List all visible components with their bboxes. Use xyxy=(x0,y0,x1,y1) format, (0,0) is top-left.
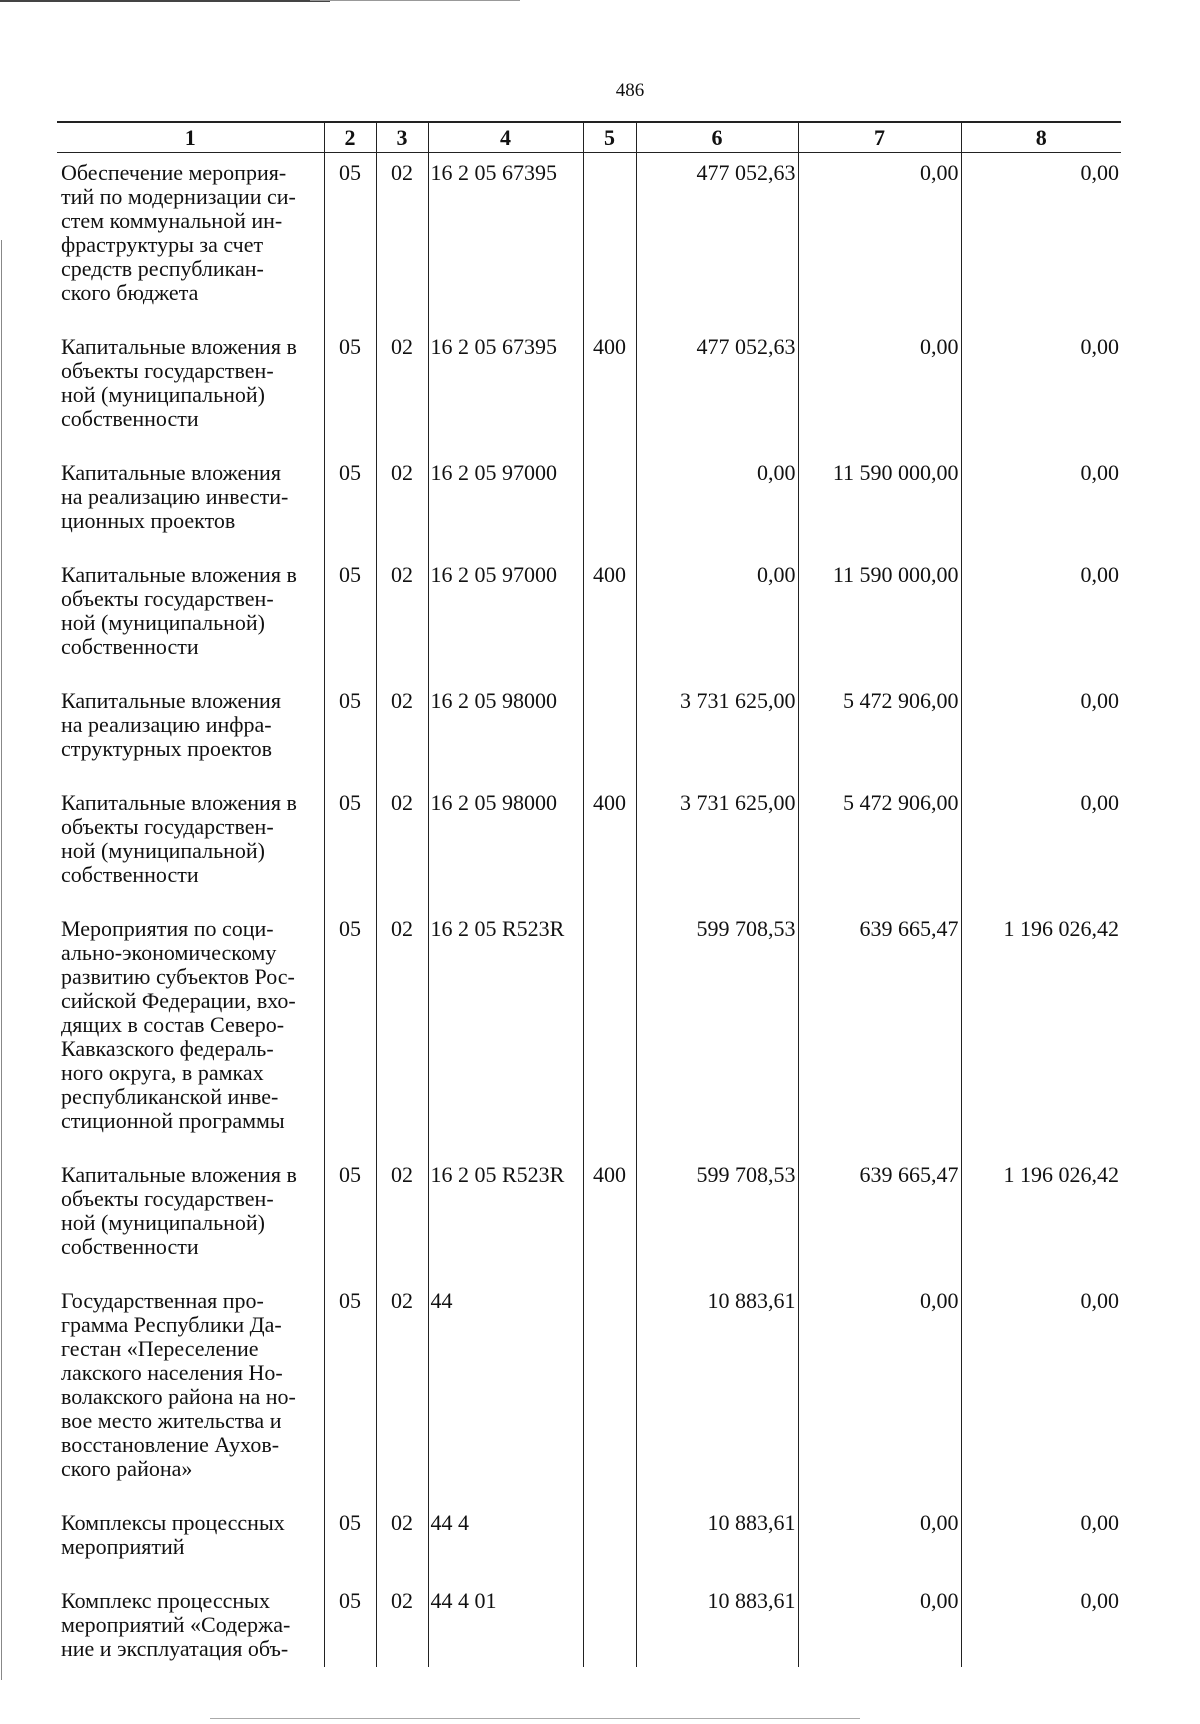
cell-amount-col8: 0,00 xyxy=(961,1503,1121,1581)
cell-amount-col7: 11 590 000,00 xyxy=(798,453,961,555)
cell-amount-col6: 10 883,61 xyxy=(636,1581,798,1667)
cell-amount-col8: 0,00 xyxy=(961,681,1121,783)
cell-amount-col6: 477 052,63 xyxy=(636,327,798,453)
cell-name xyxy=(57,681,324,783)
cell-target-code: 16 2 05 98000 xyxy=(428,681,583,783)
cell-amount-col7: 0,00 xyxy=(798,1281,961,1503)
cell-target-code: 16 2 05 R523R xyxy=(428,909,583,1155)
table-row xyxy=(57,1581,1121,1667)
cell-subsection: 02 xyxy=(376,153,428,328)
cell-amount-col8: 0,00 xyxy=(961,783,1121,909)
page-number: 486 xyxy=(615,80,645,101)
header-col-6: 6 xyxy=(636,122,798,153)
cell-section: 05 xyxy=(324,453,376,555)
row-name-text: Капитальные вложения в объекты государствен- ной (муниципальной) собственности xyxy=(61,334,297,431)
cell-amount-col8: 1 196 026,42 xyxy=(961,909,1121,1155)
row-name-text: Капитальные вложения в объекты государствен- ной (муниципальной) собственности xyxy=(61,1162,297,1259)
header-col-2: 2 xyxy=(324,122,376,153)
cell-target-code: 16 2 05 67395 xyxy=(428,153,583,328)
cell-section: 05 xyxy=(324,1155,376,1281)
header-col-5: 5 xyxy=(583,122,636,153)
table-row xyxy=(57,1503,1121,1581)
cell-amount-col6: 599 708,53 xyxy=(636,1155,798,1281)
cell-section: 05 xyxy=(324,1281,376,1503)
cell-amount-col8: 0,00 xyxy=(961,327,1121,453)
table-row xyxy=(57,1281,1121,1503)
row-name-text: Капитальные вложения в объекты государствен- ной (муниципальной) собственности xyxy=(61,562,297,659)
cell-expense-type: 400 xyxy=(583,1155,636,1281)
cell-target-code: 16 2 05 98000 xyxy=(428,783,583,909)
cell-target-code: 16 2 05 97000 xyxy=(428,555,583,681)
cell-expense-type xyxy=(583,681,636,783)
table-row xyxy=(57,783,1121,909)
header-col-7: 7 xyxy=(798,122,961,153)
table-row xyxy=(57,555,1121,681)
header-col-8: 8 xyxy=(961,122,1121,153)
cell-amount-col8: 1 196 026,42 xyxy=(961,1155,1121,1281)
cell-subsection: 02 xyxy=(376,1155,428,1281)
header-col-1: 1 xyxy=(57,122,324,153)
cell-section: 05 xyxy=(324,1503,376,1581)
cell-subsection: 02 xyxy=(376,453,428,555)
cell-subsection: 02 xyxy=(376,327,428,453)
cell-expense-type: 400 xyxy=(583,327,636,453)
row-name-text: Комплексы процессных мероприятий xyxy=(61,1510,285,1559)
row-name-text: Мероприятия по соци- ально-экономическому развитию субъектов Рос- сийской Федерации, вхо- дящих в состав Северо- Кавказского федераль- ного округа, в рамках республиканской инве- стиционной программы xyxy=(61,916,296,1133)
row-name-text: Обеспечение мероприя- тий по модернизации си- стем коммунальной ин- фраструктуры за счет средств республикан- ского бюджета xyxy=(61,160,296,305)
cell-target-code: 16 2 05 67395 xyxy=(428,327,583,453)
cell-section: 05 xyxy=(324,783,376,909)
row-name-text: Капитальные вложения на реализацию инфра- структурных проектов xyxy=(61,688,281,761)
cell-amount-col7: 0,00 xyxy=(798,1581,961,1667)
cell-name xyxy=(57,1503,324,1581)
header-col-3: 3 xyxy=(376,122,428,153)
cell-amount-col8: 0,00 xyxy=(961,1281,1121,1503)
cell-target-code: 44 4 01 xyxy=(428,1581,583,1667)
cell-subsection: 02 xyxy=(376,555,428,681)
cell-expense-type xyxy=(583,153,636,328)
cell-amount-col7: 5 472 906,00 xyxy=(798,681,961,783)
scan-edge-bottom xyxy=(210,1718,860,1719)
cell-section: 05 xyxy=(324,909,376,1155)
row-name-text: Капитальные вложения в объекты государствен- ной (муниципальной) собственности xyxy=(61,790,297,887)
budget-table-container xyxy=(57,121,1121,1667)
cell-amount-col6: 3 731 625,00 xyxy=(636,783,798,909)
table-row xyxy=(57,453,1121,555)
table-row xyxy=(57,909,1121,1155)
cell-name xyxy=(57,453,324,555)
cell-amount-col7: 639 665,47 xyxy=(798,909,961,1155)
cell-amount-col7: 11 590 000,00 xyxy=(798,555,961,681)
header-row xyxy=(57,122,1121,153)
header-col-4: 4 xyxy=(428,122,583,153)
cell-amount-col6: 3 731 625,00 xyxy=(636,681,798,783)
cell-amount-col6: 10 883,61 xyxy=(636,1281,798,1503)
table-row xyxy=(57,327,1121,453)
cell-amount-col6: 0,00 xyxy=(636,453,798,555)
cell-expense-type xyxy=(583,1581,636,1667)
cell-subsection: 02 xyxy=(376,909,428,1155)
table-body xyxy=(57,153,1121,1668)
cell-name xyxy=(57,1581,324,1667)
table-header xyxy=(57,122,1121,153)
cell-subsection: 02 xyxy=(376,783,428,909)
table-row xyxy=(57,681,1121,783)
cell-subsection: 02 xyxy=(376,681,428,783)
cell-section: 05 xyxy=(324,327,376,453)
cell-amount-col6: 599 708,53 xyxy=(636,909,798,1155)
cell-amount-col6: 477 052,63 xyxy=(636,153,798,328)
cell-amount-col8: 0,00 xyxy=(961,555,1121,681)
cell-target-code: 44 xyxy=(428,1281,583,1503)
cell-name xyxy=(57,555,324,681)
cell-amount-col7: 0,00 xyxy=(798,327,961,453)
budget-table xyxy=(57,121,1121,1667)
scan-edge-top-secondary xyxy=(310,0,520,1)
cell-amount-col7: 0,00 xyxy=(798,1503,961,1581)
cell-expense-type xyxy=(583,453,636,555)
cell-amount-col8: 0,00 xyxy=(961,453,1121,555)
cell-subsection: 02 xyxy=(376,1281,428,1503)
cell-target-code: 16 2 05 R523R xyxy=(428,1155,583,1281)
row-name-text: Комплекс процессных мероприятий «Содержа- ние и эксплуатация объ- xyxy=(61,1588,291,1661)
cell-amount-col7: 0,00 xyxy=(798,153,961,328)
scan-edge-left xyxy=(1,240,2,1680)
cell-section: 05 xyxy=(324,1581,376,1667)
cell-name xyxy=(57,153,324,328)
scan-edge-top xyxy=(0,0,330,2)
cell-amount-col7: 639 665,47 xyxy=(798,1155,961,1281)
cell-section: 05 xyxy=(324,555,376,681)
cell-subsection: 02 xyxy=(376,1581,428,1667)
table-row xyxy=(57,153,1121,328)
cell-amount-col6: 10 883,61 xyxy=(636,1503,798,1581)
cell-amount-col8: 0,00 xyxy=(961,1581,1121,1667)
cell-name xyxy=(57,909,324,1155)
cell-amount-col8: 0,00 xyxy=(961,153,1121,328)
cell-section: 05 xyxy=(324,153,376,328)
cell-target-code: 16 2 05 97000 xyxy=(428,453,583,555)
cell-name xyxy=(57,1281,324,1503)
cell-section: 05 xyxy=(324,681,376,783)
cell-expense-type xyxy=(583,1503,636,1581)
cell-subsection: 02 xyxy=(376,1503,428,1581)
cell-expense-type: 400 xyxy=(583,555,636,681)
cell-target-code: 44 4 xyxy=(428,1503,583,1581)
cell-name xyxy=(57,327,324,453)
cell-name xyxy=(57,1155,324,1281)
cell-expense-type xyxy=(583,909,636,1155)
cell-name xyxy=(57,783,324,909)
table-row xyxy=(57,1155,1121,1281)
cell-amount-col7: 5 472 906,00 xyxy=(798,783,961,909)
row-name-text: Государственная про- грамма Республики Да- гестан «Переселение лакского населения Но- волакского района на но- вое место жительства и восстановление Аухов- ского района» xyxy=(61,1288,296,1481)
cell-expense-type: 400 xyxy=(583,783,636,909)
row-name-text: Капитальные вложения на реализацию инвести- ционных проектов xyxy=(61,460,289,533)
cell-amount-col6: 0,00 xyxy=(636,555,798,681)
cell-expense-type xyxy=(583,1281,636,1503)
